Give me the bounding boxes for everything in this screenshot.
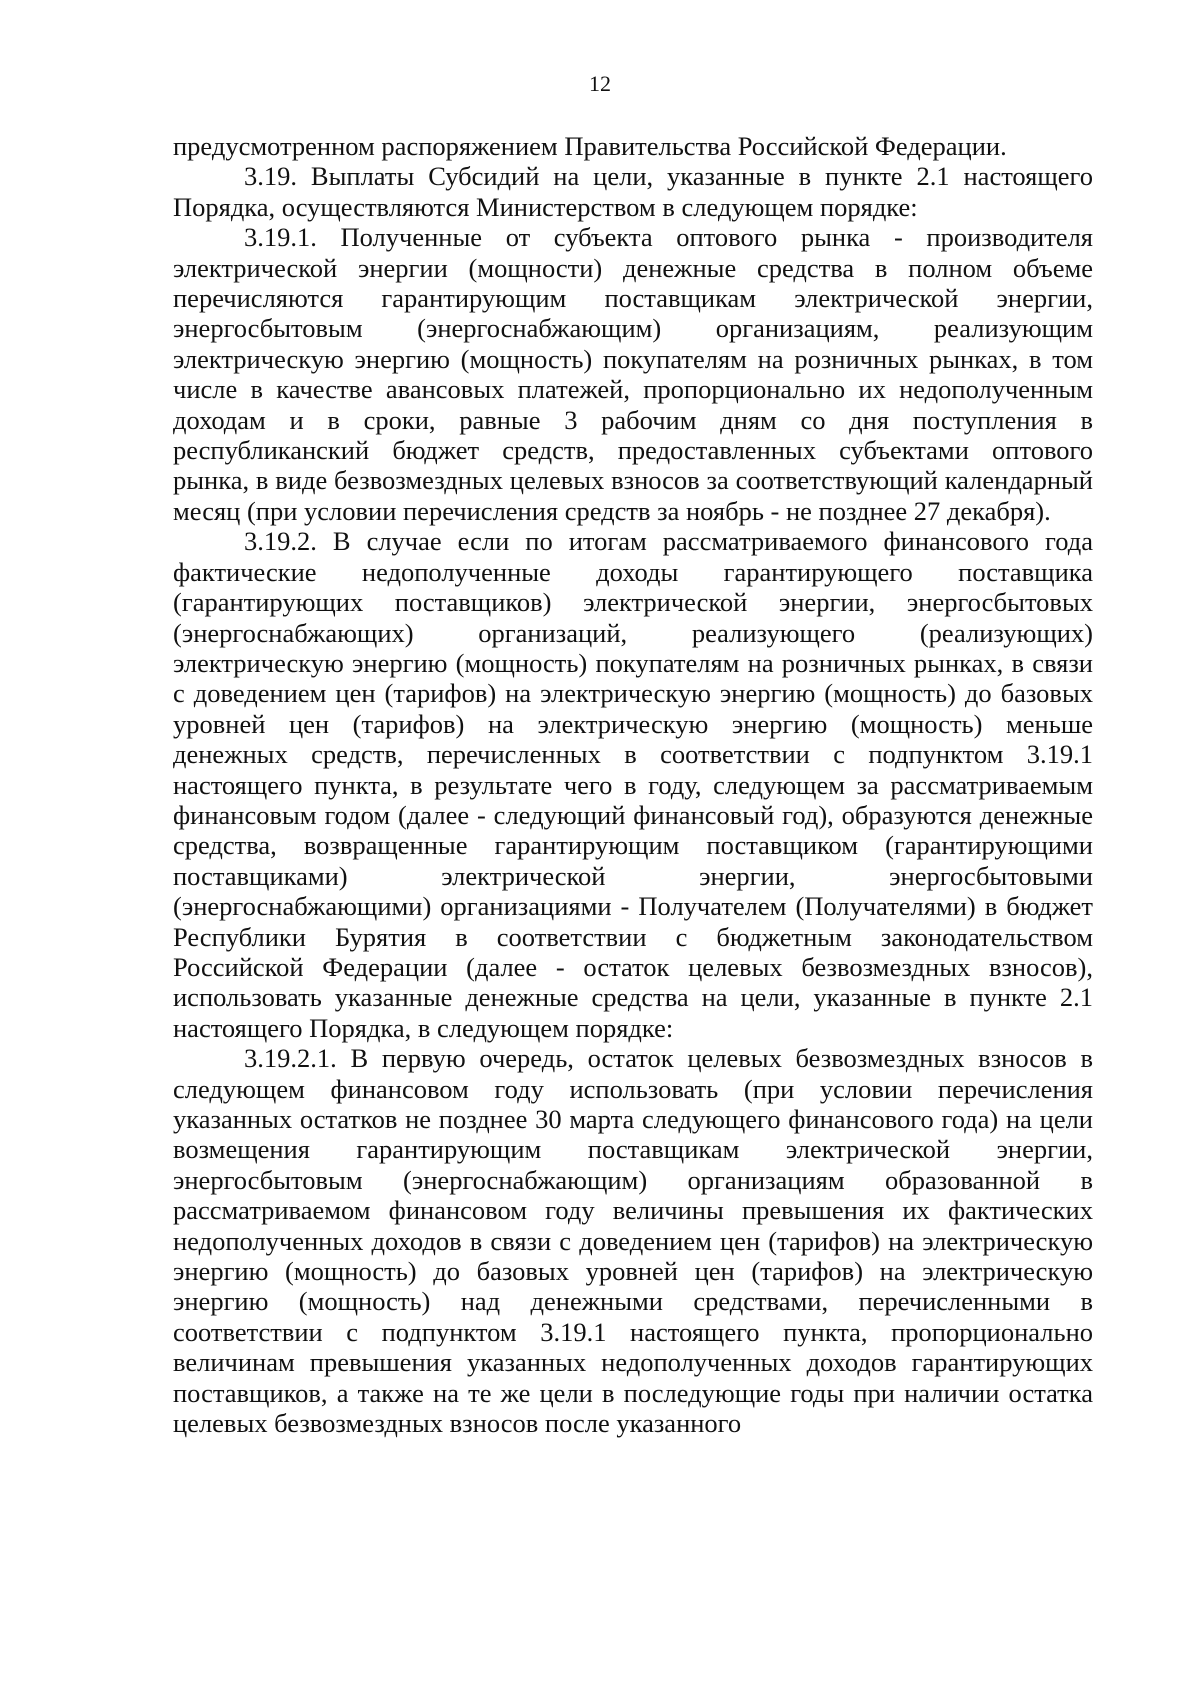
paragraph-3-19-2-1: 3.19.2.1. В первую очередь, остаток целевых безвозмездных взносов в следующем финансовом году использовать (при условии перечисления указанных остатков не позднее 30 марта следующего финансового года) на цели возмещения гарантирующим поставщикам электрической энергии, энергосбытовым (энергоснабжающим) организациям образованной в рассматриваемом финансовом году величины превышения их фактических недополученных доходов в связи с доведением цен (тарифов) на электрическую энергию (мощность) до базовых уровней цен (тарифов) на электрическую энергию (мощность) над денежными средствами, перечисленными в соответствии с подпунктом 3.19.1 настоящего пункта, пропорционально величинам превышения указанных недополученных доходов гарантирующих поставщиков, а также на те же цели в последующие годы при наличии остатка целевых безвозмездных взносов после указанного	[173, 1043, 1093, 1439]
document-body	[173, 131, 1093, 1438]
paragraph-continuation: предусмотренном распоряжением Правительства Российской Федерации.	[173, 131, 1007, 161]
page-number: 12	[589, 71, 611, 96]
paragraph-3-19: 3.19. Выплаты Субсидий на цели, указанные в пункте 2.1 настоящего Порядка, осуществляются Министерством в следующем порядке:	[173, 161, 1093, 222]
paragraph-3-19-2: 3.19.2. В случае если по итогам рассматриваемого финансового года фактические недополученные доходы гарантирующего поставщика (гарантирующих поставщиков) электрической энергии, энергосбытовых (энергоснабжающих) организаций, реализующего (реализующих) электрическую энергию (мощность) покупателям на розничных рынках, в связи с доведением цен (тарифов) на электрическую энергию (мощность) до базовых уровней цен (тарифов) на электрическую энергию (мощность) меньше денежных средств, перечисленных в соответствии с подпунктом 3.19.1 настоящего пункта, в результате чего в году, следующем за рассматриваемым финансовым годом (далее - следующий финансовый год), образуются денежные средства, возвращенные гарантирующим поставщиком (гарантирующими поставщиками) электрической энергии, энергосбытовыми (энергоснабжающими) организациями - Получателем (Получателями) в бюджет Республики Бурятия в соответствии с бюджетным законодательством Российской Федерации (далее - остаток целевых безвозмездных взносов), использовать указанные денежные средства на цели, указанные в пункте 2.1 настоящего Порядка, в следующем порядке:	[173, 526, 1093, 1043]
paragraph-3-19-1: 3.19.1. Полученные от субъекта оптового рынка - производителя электрической энергии (мощности) денежные средства в полном объеме перечисляются гарантирующим поставщикам электрической энергии, энергосбытовым (энергоснабжающим) организациям, реализующим электрическую энергию (мощность) покупателям на розничных рынках, в том числе в качестве авансовых платежей, пропорционально их недополученным доходам и в сроки, равные 3 рабочим дням со дня поступления в республиканский бюджет средств, предоставленных субъектами оптового рынка, в виде безвозмездных целевых взносов за соответствующий календарный месяц (при условии перечисления средств за ноябрь - не позднее 27 декабря).	[173, 222, 1093, 526]
